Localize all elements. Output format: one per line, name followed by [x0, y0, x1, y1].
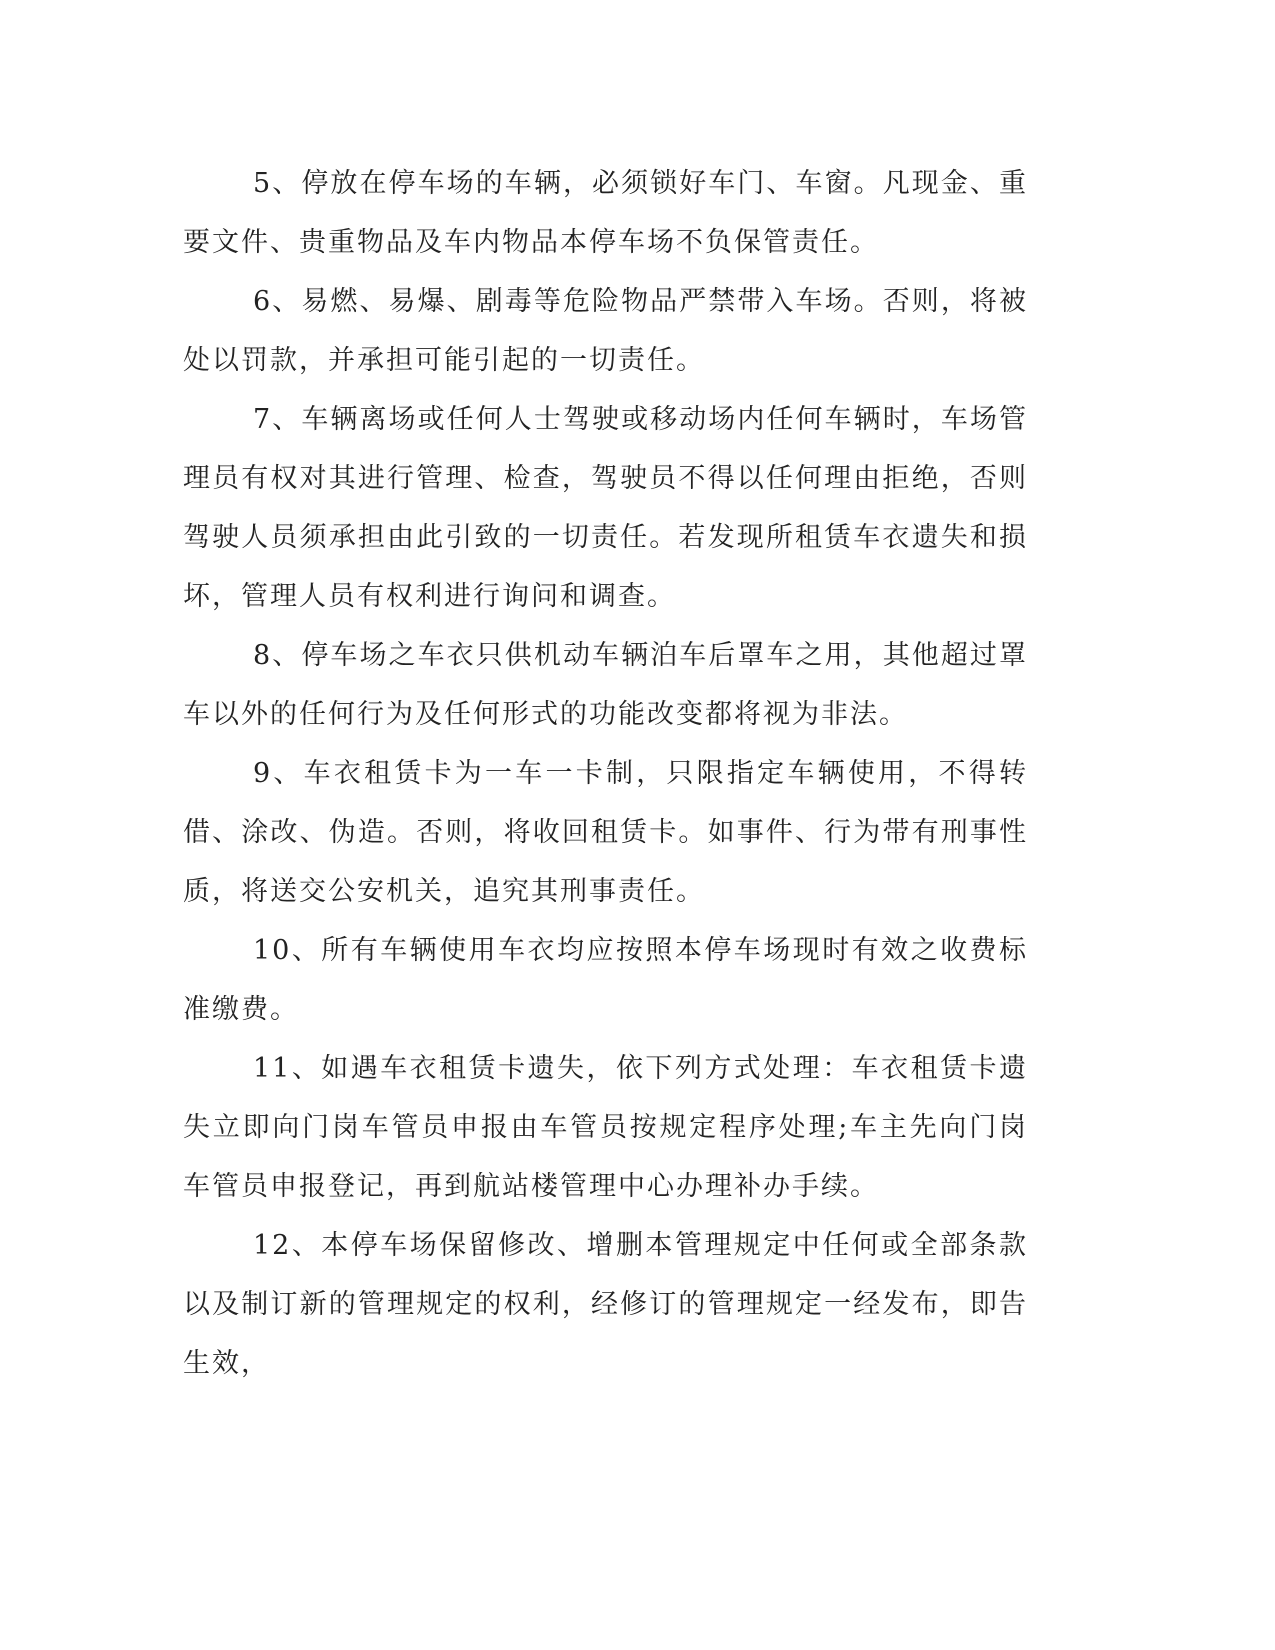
paragraph-item-10: 10、所有车辆使用车衣均应按照本停车场现时有效之收费标准缴费。	[183, 935, 1028, 1025]
document-body	[183, 154, 1028, 1393]
paragraph-item-6: 6、易燃、易爆、剧毒等危险物品严禁带入车场。否则，将被处以罚款，并承担可能引起的一切责任。	[183, 286, 1028, 376]
paragraph-item-8: 8、停车场之车衣只供机动车辆泊车后罩车之用，其他超过罩车以外的任何行为及任何形式的功能改变都将视为非法。	[183, 640, 1028, 730]
paragraph-item-5: 5、停放在停车场的车辆，必须锁好车门、车窗。凡现金、重要文件、贵重物品及车内物品本停车场不负保管责任。	[183, 168, 1028, 258]
paragraph-item-11: 11、如遇车衣租赁卡遗失，依下列方式处理：车衣租赁卡遗失立即向门岗车管员申报由车管员按规定程序处理;车主先向门岗车管员申报登记，再到航站楼管理中心办理补办手续。	[183, 1053, 1028, 1202]
paragraph-item-9: 9、车衣租赁卡为一车一卡制，只限指定车辆使用，不得转借、涂改、伪造。否则，将收回租赁卡。如事件、行为带有刑事性质，将送交公安机关，追究其刑事责任。	[183, 758, 1028, 907]
paragraph-item-12: 12、本停车场保留修改、增删本管理规定中任何或全部条款以及制订新的管理规定的权利，经修订的管理规定一经发布，即告生效，	[183, 1230, 1028, 1379]
paragraph-item-7: 7、车辆离场或任何人士驾驶或移动场内任何车辆时，车场管理员有权对其进行管理、检查，驾驶员不得以任何理由拒绝，否则驾驶人员须承担由此引致的一切责任。若发现所租赁车衣遗失和损坏，管理人员有权利进行询问和调查。	[183, 404, 1028, 612]
